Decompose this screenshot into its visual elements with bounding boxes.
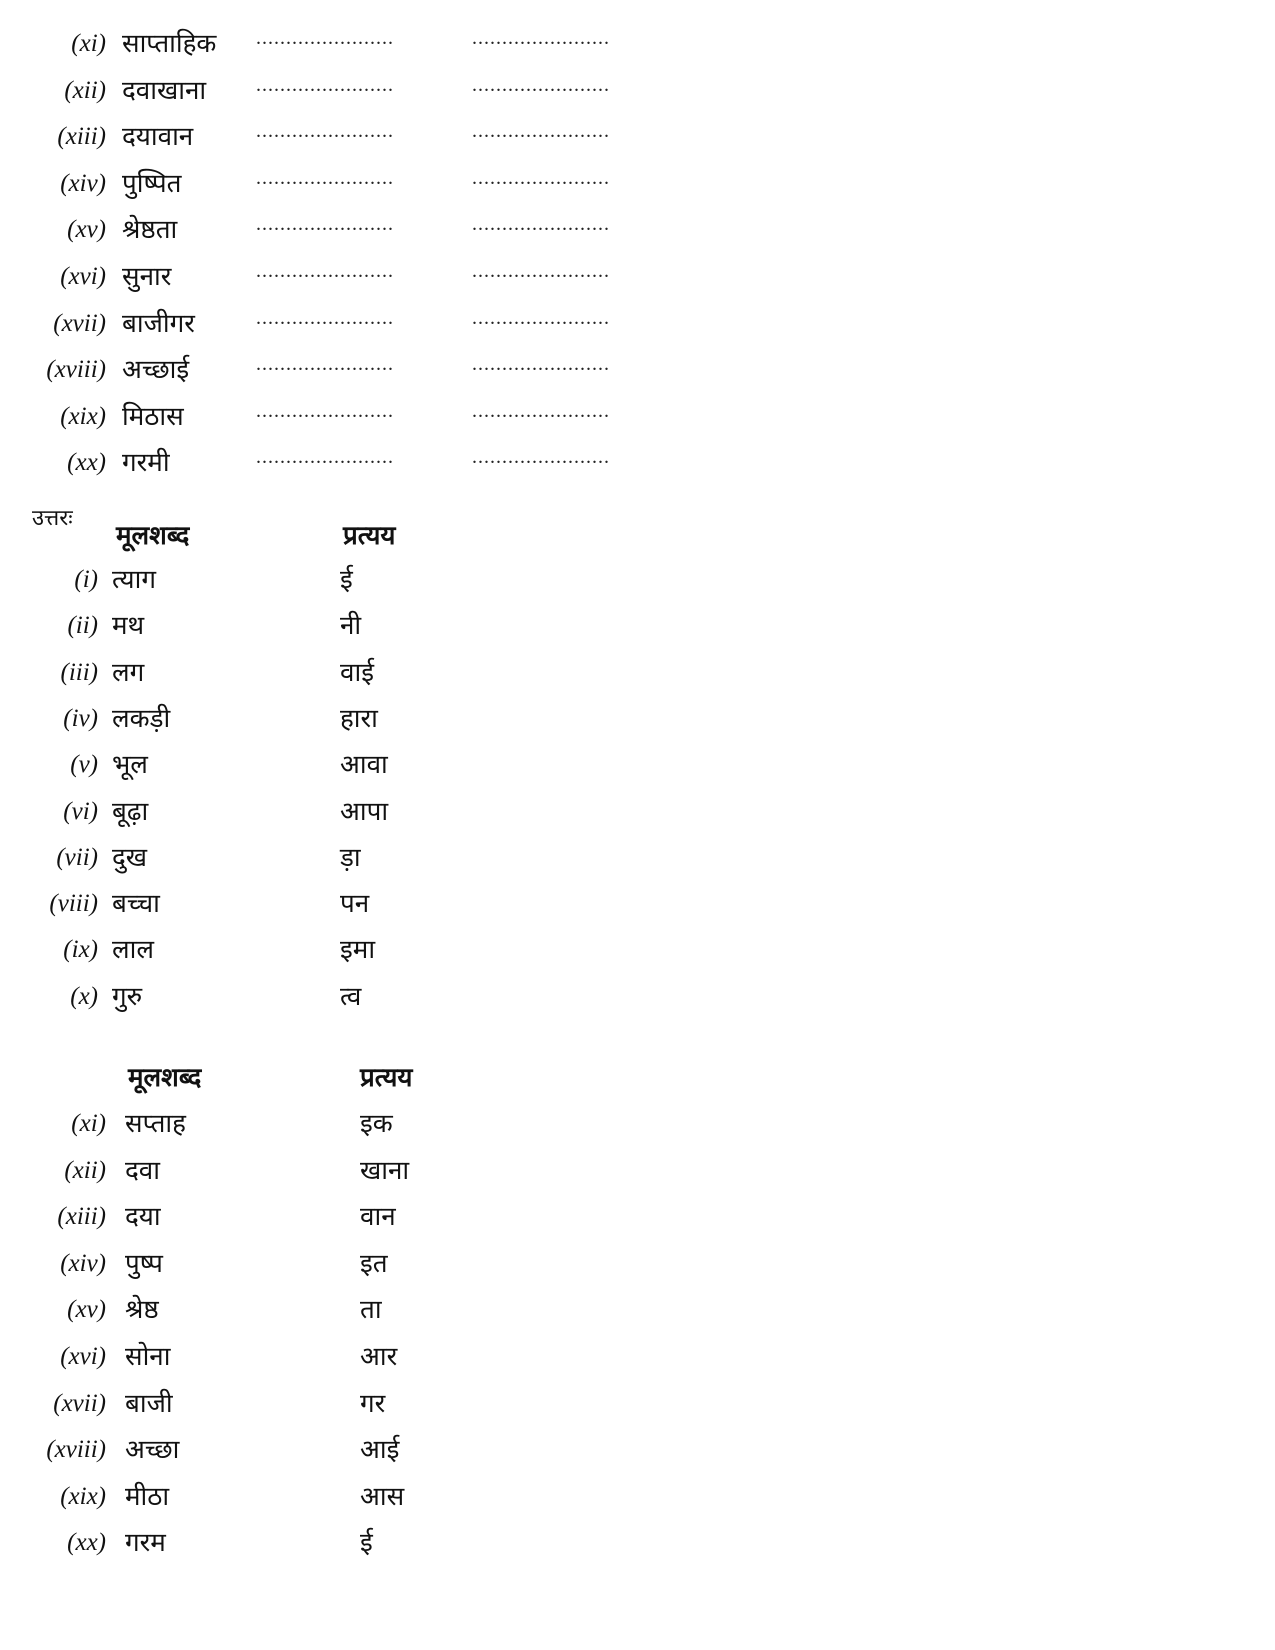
answer-row xyxy=(0,792,500,832)
suffix: आस xyxy=(360,1481,405,1512)
blank-suffix: ....................... xyxy=(472,73,610,96)
root-word: दवा xyxy=(125,1155,160,1186)
item-number: (xviii) xyxy=(46,1436,106,1464)
blank-root: ....................... xyxy=(256,27,394,49)
root-word: लाल xyxy=(112,935,154,966)
answer-row xyxy=(0,1477,520,1517)
item-number: (xvi) xyxy=(60,263,106,290)
blank-root: ....................... xyxy=(256,306,394,329)
suffix: आपा xyxy=(340,796,389,827)
item-number: (xvii) xyxy=(53,1389,106,1417)
blank-root: ....................... xyxy=(256,73,394,96)
item-number: (xii) xyxy=(64,76,106,104)
answer-row xyxy=(0,930,500,970)
suffix: हारा xyxy=(340,703,378,734)
suffix: गर xyxy=(360,1388,386,1419)
suffix: आवा xyxy=(340,750,388,781)
blank-root: ....................... xyxy=(256,399,394,422)
item-number: (xix) xyxy=(60,402,106,430)
item-number: (xiii) xyxy=(57,123,106,151)
answer-row xyxy=(0,1337,520,1377)
answer-row xyxy=(0,1197,520,1237)
item-number: (xv) xyxy=(67,1296,106,1324)
suffix: पन xyxy=(340,889,370,920)
root-word: बूढ़ा xyxy=(112,796,149,827)
item-number: (iv) xyxy=(63,704,98,732)
blank-suffix: ....................... xyxy=(472,399,610,422)
item-number: (xviii) xyxy=(46,356,106,384)
root-word: दया xyxy=(125,1202,161,1233)
root-word: मथ xyxy=(112,611,145,642)
answer-row xyxy=(0,1523,520,1563)
root-word: भूल xyxy=(112,750,148,781)
blank-suffix: ....................... xyxy=(472,306,610,329)
source-word: मिठास xyxy=(122,401,184,432)
exercise-row xyxy=(0,257,680,297)
blank-root: ....................... xyxy=(256,120,394,143)
item-number: (xx) xyxy=(67,449,106,477)
root-word: त्याग xyxy=(112,565,156,595)
blank-suffix: ....................... xyxy=(472,120,610,143)
answer-row xyxy=(0,977,500,1017)
blank-suffix: ....................... xyxy=(472,260,610,282)
answer-row xyxy=(0,884,500,924)
answer-row xyxy=(0,1384,520,1424)
blank-root: ....................... xyxy=(256,446,394,469)
answer-row xyxy=(0,1104,520,1144)
answer-row xyxy=(0,1430,520,1470)
answer-row xyxy=(0,838,500,878)
suffix: ड़ा xyxy=(340,842,361,873)
item-number: (xiv) xyxy=(60,169,106,197)
item-number: (ii) xyxy=(67,612,98,640)
source-word: सुनार xyxy=(122,262,172,292)
answer-row xyxy=(0,1151,520,1191)
blank-suffix: ....................... xyxy=(472,353,610,376)
item-number: (xi) xyxy=(71,1110,106,1137)
answer-row xyxy=(0,699,500,739)
exercise-row xyxy=(0,117,680,157)
answer-header-root: मूलशब्द xyxy=(116,521,190,551)
root-word: बाजी xyxy=(125,1388,173,1419)
answer-row xyxy=(0,653,500,693)
suffix: आर xyxy=(360,1342,398,1372)
root-word: सोना xyxy=(125,1342,171,1372)
root-word: मीठा xyxy=(125,1481,170,1512)
suffix: इमा xyxy=(340,935,376,966)
blank-root: ....................... xyxy=(256,166,394,189)
item-number: (xix) xyxy=(60,1482,106,1510)
source-word: दवाखाना xyxy=(122,75,207,106)
item-number: (xvii) xyxy=(53,309,106,337)
root-word: गुरु xyxy=(112,981,143,1012)
blank-suffix: ....................... xyxy=(472,166,610,189)
exercise-row xyxy=(0,304,680,344)
suffix: खाना xyxy=(360,1155,410,1186)
blank-root: ....................... xyxy=(256,353,394,376)
blank-suffix: ....................... xyxy=(472,27,610,49)
answer-row xyxy=(0,1290,520,1330)
item-number: (v) xyxy=(70,751,98,779)
root-word: श्रेष्ठ xyxy=(125,1295,159,1326)
source-word: साप्ताहिक xyxy=(122,29,217,59)
item-number: (xx) xyxy=(67,1529,106,1557)
blank-suffix: ....................... xyxy=(472,213,610,236)
answer-row xyxy=(0,1244,520,1284)
suffix: नी xyxy=(340,611,362,642)
suffix: इत xyxy=(360,1248,388,1279)
suffix: ता xyxy=(360,1295,382,1326)
suffix: ई xyxy=(340,565,353,595)
suffix: वान xyxy=(360,1202,396,1233)
exercise-row xyxy=(0,24,680,64)
root-word: पुष्प xyxy=(125,1248,163,1279)
root-word: बच्चा xyxy=(112,889,160,920)
item-number: (iii) xyxy=(60,658,98,686)
exercise-row xyxy=(0,71,680,111)
item-number: (ix) xyxy=(63,936,98,964)
item-number: (vi) xyxy=(63,797,98,825)
root-word: लग xyxy=(112,657,145,688)
answer-row xyxy=(0,745,500,785)
item-number: (x) xyxy=(70,982,98,1010)
root-word: सप्ताह xyxy=(125,1109,186,1139)
root-word: लकड़ी xyxy=(112,703,171,734)
root-word: अच्छा xyxy=(125,1435,180,1466)
answer-row xyxy=(0,606,500,646)
source-word: श्रेष्ठता xyxy=(122,215,178,246)
root-word: गरम xyxy=(125,1528,166,1559)
item-number: (vii) xyxy=(56,843,98,871)
exercise-row xyxy=(0,397,680,437)
item-number: (xiii) xyxy=(57,1203,106,1231)
source-word: पुष्पित xyxy=(122,168,182,199)
suffix: वाई xyxy=(340,657,374,688)
exercise-row xyxy=(0,210,680,250)
blank-suffix: ....................... xyxy=(472,446,610,469)
item-number: (xvi) xyxy=(60,1343,106,1370)
exercise-row xyxy=(0,443,680,483)
suffix: त्व xyxy=(340,981,362,1012)
item-number: (xiv) xyxy=(60,1249,106,1277)
source-word: दयावान xyxy=(122,122,194,153)
answer-row xyxy=(0,560,500,600)
item-number: (xv) xyxy=(67,216,106,244)
source-word: बाजीगर xyxy=(122,308,195,339)
blank-root: ....................... xyxy=(256,260,394,282)
suffix: इक xyxy=(360,1109,393,1139)
answer-header-root-2: मूलशब्द xyxy=(128,1063,202,1093)
blank-root: ....................... xyxy=(256,213,394,236)
exercise-row xyxy=(0,350,680,390)
source-word: अच्छाई xyxy=(122,355,190,386)
item-number: (viii) xyxy=(49,890,98,918)
exercise-row xyxy=(0,164,680,204)
item-number: (i) xyxy=(74,566,98,593)
answer-label: उत्तरः xyxy=(32,506,73,531)
source-word: गरमी xyxy=(122,448,170,479)
answer-header-suffix-2: प्रत्यय xyxy=(360,1063,413,1093)
item-number: (xii) xyxy=(64,1156,106,1184)
suffix: ई xyxy=(360,1528,373,1559)
item-number: (xi) xyxy=(71,30,106,57)
suffix: आई xyxy=(360,1435,400,1466)
answer-header-suffix: प्रत्यय xyxy=(343,521,396,551)
root-word: दुख xyxy=(112,842,148,873)
